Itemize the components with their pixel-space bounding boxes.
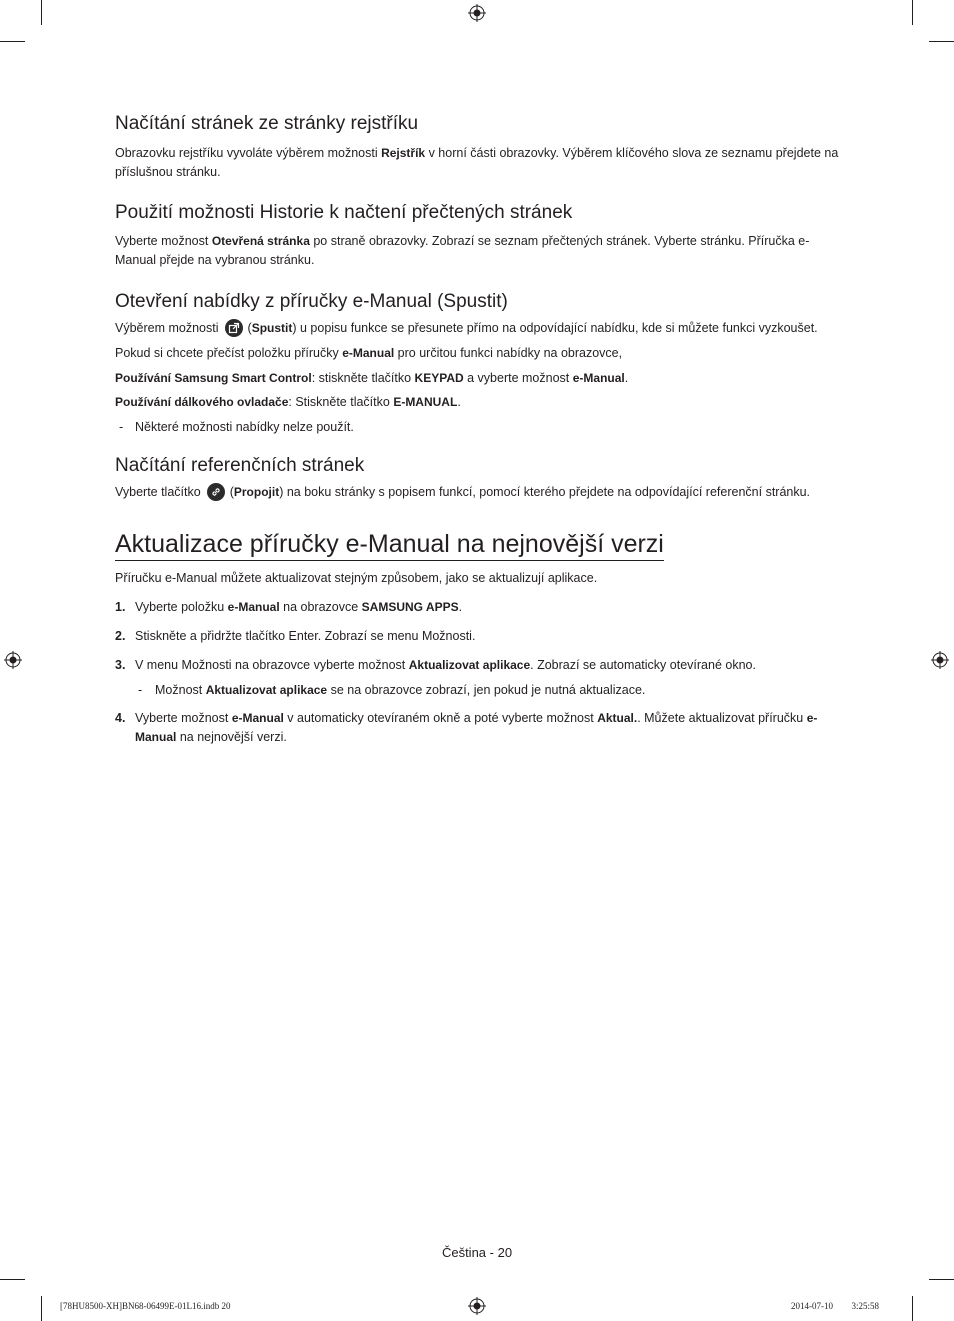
crosshair-registration-icon bbox=[931, 651, 949, 669]
bold-term: E-MANUAL bbox=[393, 395, 458, 409]
list-item-step-2 bbox=[115, 627, 840, 646]
list-item-step-4 bbox=[115, 709, 840, 747]
section-heading-history: Použití možnosti Historie k načtení přečtených stránek bbox=[115, 202, 573, 223]
text-span: Obrazovku rejstříku vyvoláte výběrem možnosti bbox=[115, 146, 382, 160]
note-item bbox=[115, 418, 840, 437]
main-heading-wrap bbox=[115, 529, 840, 561]
bold-term: Propojit bbox=[233, 485, 280, 499]
bold-term: Spustit bbox=[251, 321, 293, 335]
text-span: po straně obrazovky. Zobrazí se seznam přečtených stránek. Vyberte stránku. Příručka e-Manual přejde na vybranou stránku. bbox=[115, 234, 810, 267]
section-heading-reference: Načítání referenčních stránek bbox=[115, 455, 365, 476]
text-span: pro určitou funkci nabídky na obrazovce, bbox=[394, 346, 623, 360]
bold-term: e-Manual bbox=[135, 711, 818, 744]
bold-term: Aktualizovat aplikace bbox=[408, 658, 531, 672]
section-text-open-menu-3 bbox=[115, 369, 840, 388]
text-span: Vyberte možnost bbox=[135, 711, 232, 725]
bold-term: Používání Samsung Smart Control bbox=[115, 371, 312, 385]
step-number: 1. bbox=[115, 600, 126, 614]
step-number: 2. bbox=[115, 629, 126, 643]
text-span: v horní části obrazovky. Výběrem klíčového slova ze seznamu přejdete na příslušnou stránku. bbox=[115, 146, 839, 179]
crop-mark bbox=[912, 1296, 913, 1321]
print-slug-right: 2014-07-10 ￿￿ 3:25:58 bbox=[791, 1301, 879, 1311]
step-number: 3. bbox=[115, 658, 126, 672]
text-span: na nejnovější verzi. bbox=[176, 730, 287, 744]
text-span: Výběrem možnosti bbox=[115, 321, 219, 335]
note-dash: - bbox=[138, 683, 143, 697]
text-span: : Stiskněte tlačítko bbox=[288, 395, 394, 409]
section-heading-index: Načítání stránek ze stránky rejstříku bbox=[115, 113, 419, 134]
step-3-note bbox=[115, 681, 840, 700]
text-span: se na obrazovce zobrazí, jen pokud je nutná aktualizace. bbox=[327, 683, 646, 697]
list-item-step-1 bbox=[115, 598, 840, 617]
text-span: . Zobrazí se automaticky otevírané okno. bbox=[530, 658, 756, 672]
bold-term: e-Manual bbox=[227, 600, 280, 614]
text-span: ( bbox=[247, 321, 252, 335]
external-link-icon[interactable] bbox=[225, 319, 243, 337]
note-text: Některé možnosti nabídky nelze použít. bbox=[135, 420, 354, 434]
bold-term: SAMSUNG APPS bbox=[361, 600, 459, 614]
text-span: . bbox=[624, 371, 629, 385]
section-heading-open-menu: Otevření nabídky z příručky e-Manual (Spustit) bbox=[115, 291, 508, 312]
text-span: . bbox=[458, 600, 463, 614]
crop-mark bbox=[929, 1279, 954, 1280]
text-span: Vyberte možnost bbox=[115, 234, 212, 248]
text-span: na obrazovce bbox=[279, 600, 362, 614]
text-span: ) na boku stránky s popisem funkcí, pomocí kterého přejdete na odpovídající referenční stránku. bbox=[279, 485, 811, 499]
crop-mark bbox=[41, 1296, 42, 1321]
section-text-open-menu-1 bbox=[115, 319, 840, 338]
text-span: ) u popisu funkce se přesunete přímo na odpovídající nabídku, kde si můžete funkci vyzkoušet. bbox=[292, 321, 818, 335]
bold-term: Aktualizovat aplikace bbox=[205, 683, 328, 697]
bold-term: Aktual. bbox=[597, 711, 638, 725]
bold-term: e-Manual bbox=[572, 371, 625, 385]
bold-term: e-Manual bbox=[342, 346, 395, 360]
page-number: Čeština - 20 bbox=[441, 1245, 513, 1260]
list-item-step-3 bbox=[115, 656, 840, 675]
text-span: V menu Možnosti na obrazovce vyberte možnost bbox=[135, 658, 409, 672]
print-slug-left: [78HU8500-XH]BN68-06499E-01L16.indb 20 bbox=[60, 1301, 231, 1311]
section-text-open-menu-4 bbox=[115, 393, 840, 412]
page-content bbox=[115, 112, 840, 747]
crosshair-registration-icon bbox=[468, 1297, 486, 1315]
update-intro: Příručku e-Manual můžete aktualizovat stejným způsobem, jako se aktualizují aplikace. bbox=[115, 571, 598, 585]
section-text-reference bbox=[115, 483, 840, 502]
text-span: Vyberte tlačítko bbox=[115, 485, 201, 499]
text-span: Možnost bbox=[155, 683, 206, 697]
step-number: 4. bbox=[115, 711, 126, 725]
section-text-history bbox=[115, 232, 840, 270]
crop-mark bbox=[0, 41, 25, 42]
bold-term: KEYPAD bbox=[414, 371, 464, 385]
bold-term: e-Manual bbox=[231, 711, 284, 725]
text-span: v automaticky otevíraném okně a poté vyberte možnost bbox=[283, 711, 598, 725]
crosshair-registration-icon bbox=[4, 651, 22, 669]
crop-mark bbox=[929, 41, 954, 42]
text-span: Vyberte položku bbox=[135, 600, 228, 614]
section-text-index bbox=[115, 144, 840, 182]
section-text-open-menu-2 bbox=[115, 344, 840, 363]
crosshair-registration-icon bbox=[468, 4, 486, 22]
bold-term: Otevřená stránka bbox=[211, 234, 310, 248]
bold-term: Rejstřík bbox=[381, 146, 426, 160]
text-span: a vyberte možnost bbox=[463, 371, 573, 385]
crop-mark bbox=[0, 1279, 25, 1280]
crop-mark bbox=[41, 0, 42, 25]
text-span: . bbox=[457, 395, 461, 409]
note-dash: - bbox=[119, 420, 124, 434]
text-span: Stiskněte a přidržte tlačítko Enter. Zobrazí se menu Možnosti. bbox=[135, 629, 476, 643]
text-span: : stiskněte tlačítko bbox=[311, 371, 415, 385]
text-span: . Můžete aktualizovat příručku bbox=[637, 711, 807, 725]
text-span: Pokud si chcete přečíst položku příručky bbox=[115, 346, 343, 360]
link-icon[interactable] bbox=[207, 483, 225, 501]
text-span: ( bbox=[229, 485, 234, 499]
bold-term: Používání dálkového ovladače bbox=[115, 395, 289, 409]
crop-mark bbox=[912, 0, 913, 25]
page-title: Aktualizace příručky e-Manual na nejnovější verzi bbox=[115, 529, 664, 561]
